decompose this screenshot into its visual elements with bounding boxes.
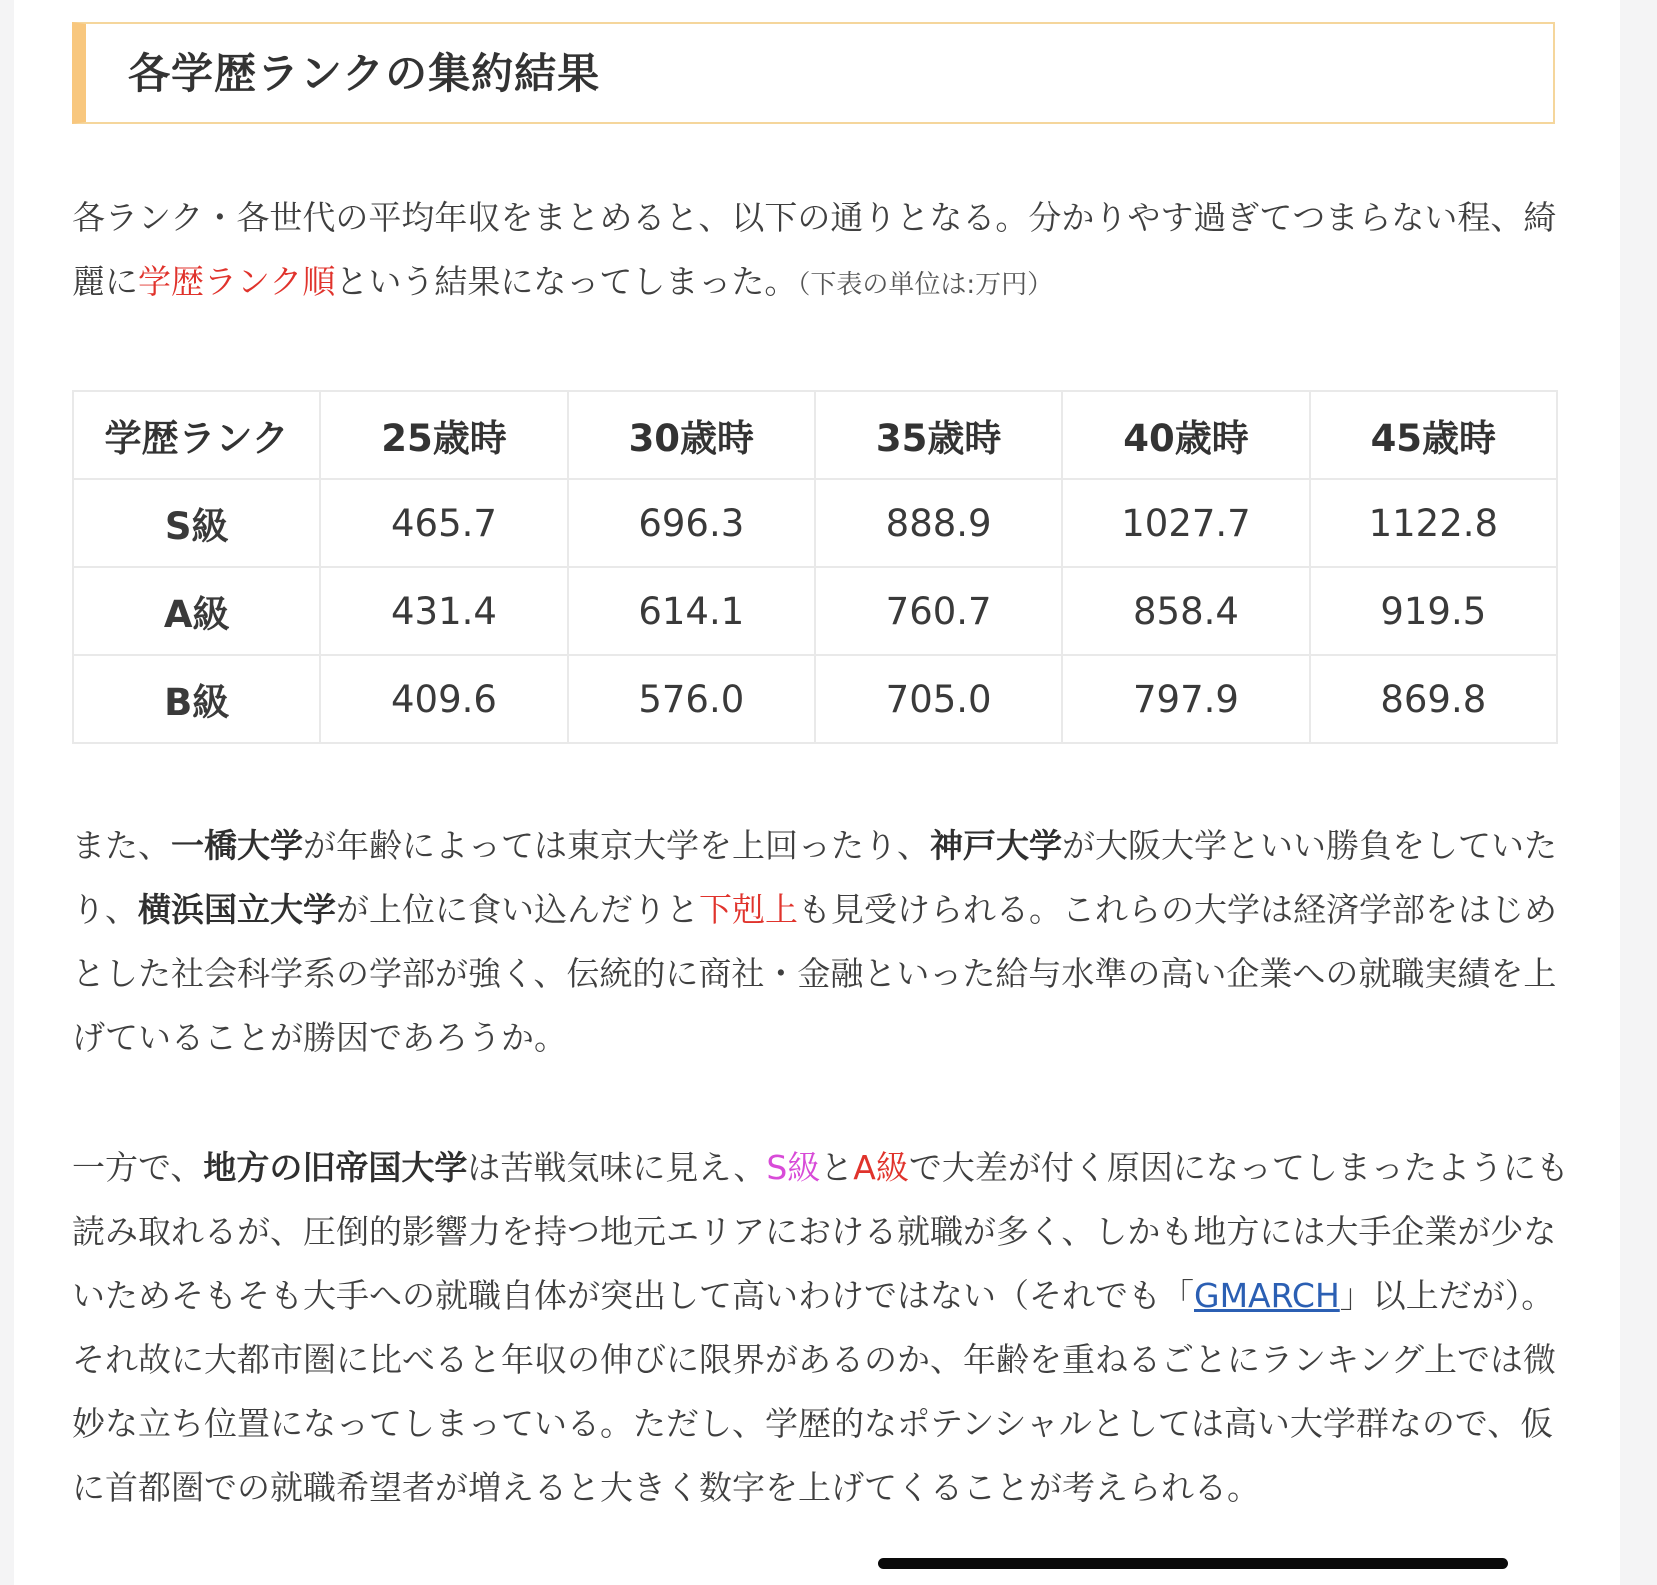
gmarch-link[interactable]: GMARCH [1194,1276,1340,1315]
para3-text: は苦戦気味に見え、 [467,1148,767,1187]
table-cell: 465.7 [320,479,567,567]
table-row [73,479,1557,567]
table-cell: 409.6 [320,655,567,743]
section-heading-box [72,22,1555,124]
para2-text: が上位に食い込んだりと [336,890,699,929]
table-cell: 919.5 [1310,567,1557,655]
paragraph-upsets [72,814,1572,1070]
home-indicator[interactable] [878,1558,1508,1569]
income-table [72,390,1558,744]
regional-imperial-bold: 地方の旧帝国大学 [203,1148,468,1187]
intro-text-1: 各ランク・各世代の平均年収をまとめると、以下の通りとなる。分かりやす過ぎてつまらない程、綺麗に [72,198,1557,301]
table-row [73,655,1557,743]
table-cell: 1027.7 [1062,479,1309,567]
table-cell: 705.0 [815,655,1062,743]
table-header-row [73,391,1557,479]
header-rank: 学歴ランク [73,391,320,479]
yokohama-bold: 横浜国立大学 [138,890,336,929]
para3-text: で大差が付く原因になってしまったようにも読み取れるが、圧倒的影響力を持つ地元エリアにおける就職が多く、しかも地方には大手企業が少ないためそもそも大手への就職自体が突出して高いわけではない（それでも「 [72,1148,1569,1315]
rank-cell-s: S級 [73,479,320,567]
intro-paragraph [72,186,1572,317]
header-age-45: 45歳時 [1310,391,1557,479]
section-heading: 各学歴ランクの集約結果 [128,49,601,98]
para2-text: が年齢によっては東京大学を上回ったり、 [303,826,930,865]
table-cell: 696.3 [568,479,815,567]
s-rank-highlight: S級 [766,1148,821,1187]
intro-highlight: 学歴ランク順 [138,262,336,301]
para2-text: また、 [72,826,171,865]
article-page [14,0,1620,1585]
unit-note: （下表の単位は:万円） [797,270,1054,300]
header-age-25: 25歳時 [320,391,567,479]
intro-text-2: という結果になってしまった。 [335,262,798,301]
para3-text: 」以上だが）。それ故に大都市圏に比べると年収の伸びに限界があるのか、年齢を重ねるごとにランキング上では微妙な立ち位置になってしまっている。ただし、学歴的なポテンシャルとしては高い大学群なので、仮に首都圏での就職希望者が増えると大きく数字を上げてくることが考えられる。 [72,1276,1557,1507]
table-cell: 760.7 [815,567,1062,655]
table-cell: 888.9 [815,479,1062,567]
rank-cell-a: A級 [73,567,320,655]
para2-text: も見受けられる。これらの大学は経済学部をはじめとした社会科学系の学部が強く、伝統的に商社・金融といった給与水準の高い企業への就職実績を上げていることが勝因であろうか。 [72,890,1557,1057]
a-rank-highlight: A級 [853,1148,909,1187]
paragraph-regional [72,1136,1572,1520]
kobe-bold: 神戸大学 [930,826,1062,865]
para2-text: が大阪大学といい勝負をしていたり、 [72,826,1557,929]
gekokujo-highlight: 下剋上 [699,890,798,929]
para3-text: と [820,1148,854,1187]
para3-text: 一方で、 [72,1148,204,1187]
header-age-30: 30歳時 [568,391,815,479]
table-cell: 869.8 [1310,655,1557,743]
table-cell: 1122.8 [1310,479,1557,567]
table-cell: 797.9 [1062,655,1309,743]
header-age-40: 40歳時 [1062,391,1309,479]
table-cell: 614.1 [568,567,815,655]
table-cell: 431.4 [320,567,567,655]
table-cell: 576.0 [568,655,815,743]
header-age-35: 35歳時 [815,391,1062,479]
hitotsubashi-bold: 一橋大学 [171,826,303,865]
table-row [73,567,1557,655]
table-cell: 858.4 [1062,567,1309,655]
rank-cell-b: B級 [73,655,320,743]
